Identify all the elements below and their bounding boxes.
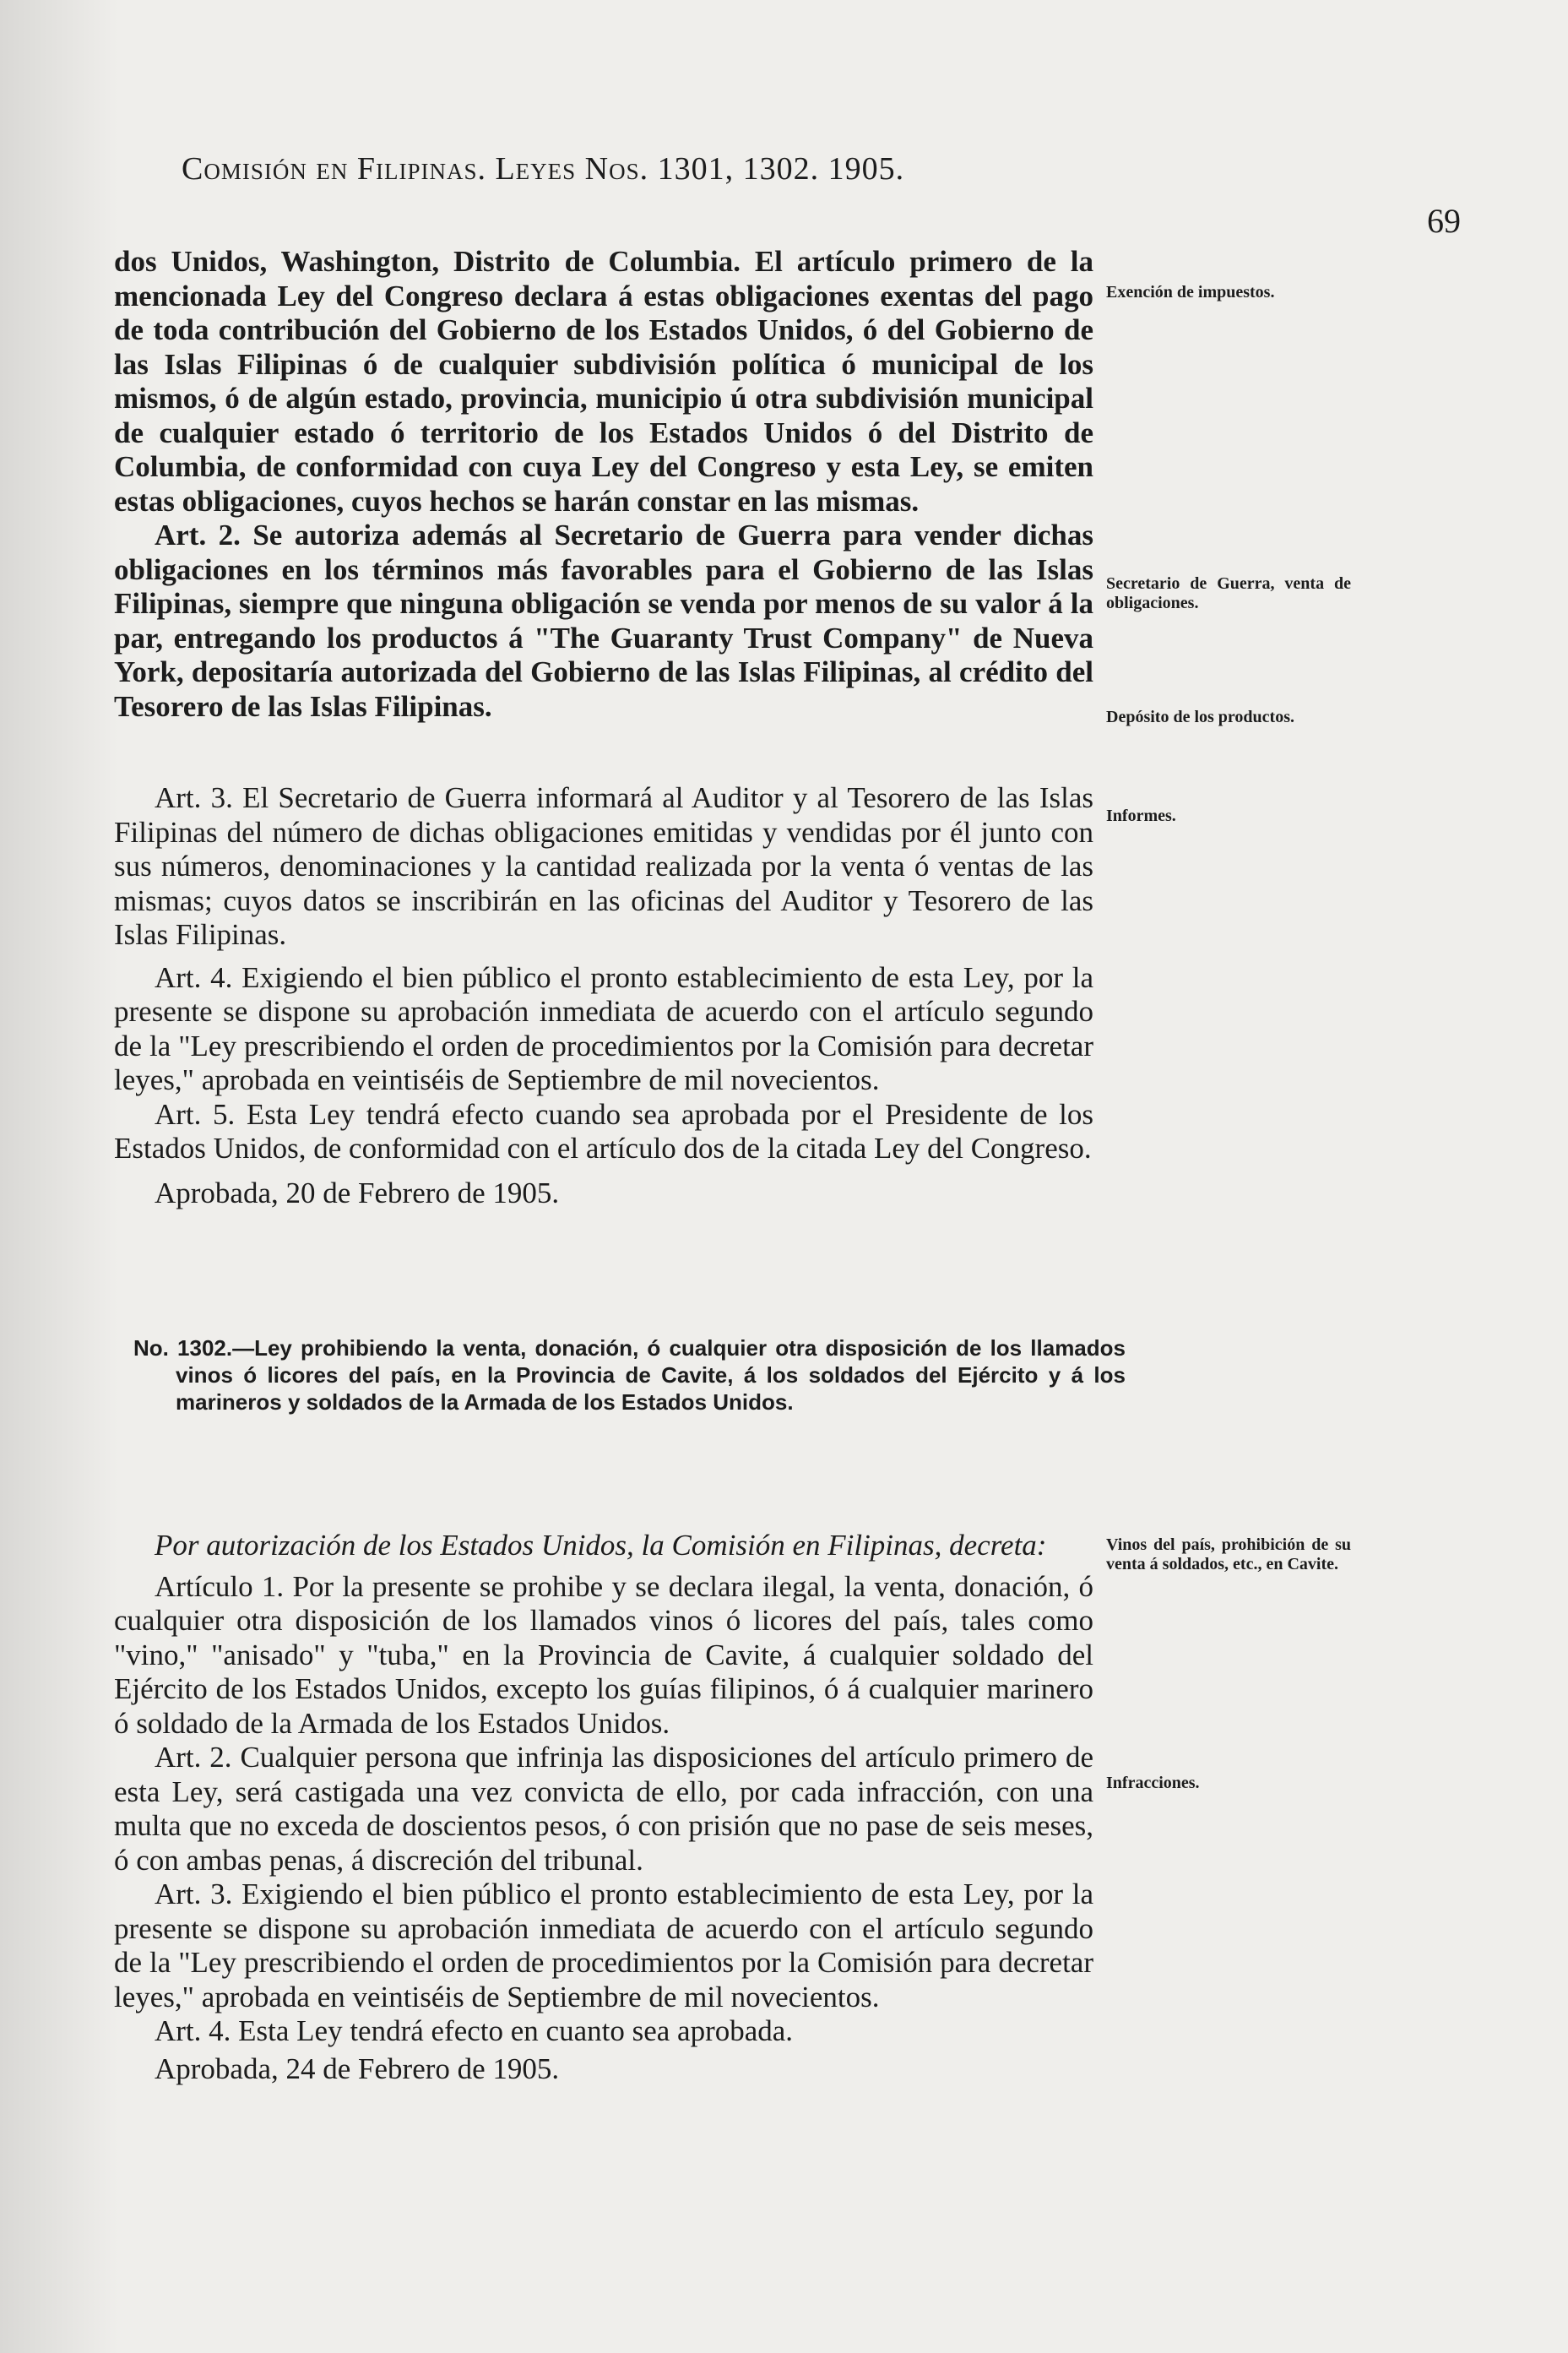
margin-note-deposito: Depósito de los productos. bbox=[1106, 708, 1294, 726]
law-1302-article-1: Artículo 1. Por la presente se prohibe y se declara ilegal, la venta, donación, ó cualquier otra disposición de los llamados vinos ó licores del país, tales como "vino," "anisado" y "tuba," en la Provincia de Cavite, á cualquier soldado del Ejército de los Estados Unidos, excepto los guías filipinos, ó á cualquier marinero ó soldado de la Armada de los Estados Unidos. bbox=[114, 1569, 1093, 1740]
law-1302-heading: No. 1302.—Ley prohibiendo la venta, donación, ó cualquier otra disposición de los llamados vinos ó licores del país, en la Provincia de Cavite, á los soldados del Ejército y á los marineros y soldados de la Armada de los Estados Unidos. bbox=[133, 1335, 1126, 1415]
law-1302-article-4: Art. 4. Esta Ley tendrá efecto en cuanto sea aprobada. bbox=[155, 2014, 794, 2047]
law-1301-text-continued bbox=[114, 781, 1093, 1210]
approval-date-1302: Aprobada, 24 de Febrero de 1905. bbox=[155, 2051, 560, 2085]
scan-edge-shadow bbox=[0, 0, 118, 2353]
margin-note-infracciones: Infracciones. bbox=[1106, 1774, 1200, 1792]
margin-note-informes: Informes. bbox=[1106, 807, 1176, 825]
article-3: Art. 3. El Secretario de Guerra informará al Auditor y al Tesorero de las Islas Filipinas del número de dichas obligaciones emitidas y vendidas por él junto con sus números, denominaciones y la cantidad realizada por la venta ó ventas de las mismas; cuyos datos se inscribirán en las oficinas del Auditor y Tesorero de las Islas Filipinas. bbox=[114, 781, 1093, 951]
law-1302-article-2: Art. 2. Cualquier persona que infrinja las disposiciones del artículo primero de esta Ley, será castigada una vez convicta de ello, por cada infracción, con una multa que no exceda de doscientos pesos, ó con prisión que no pase de seis meses, ó con ambas penas, á discreción del tribunal. bbox=[114, 1741, 1093, 1877]
margin-note-secretario: Secretario de Guerra, venta de obligaciones. bbox=[1106, 574, 1351, 612]
margin-note-vinos: Vinos del país, prohibición de su venta á soldados, etc., en Cavite. bbox=[1106, 1535, 1351, 1573]
page-number: 69 bbox=[1427, 202, 1461, 240]
enacting-clause: Por autorización de los Estados Unidos, la Comisión en Filipinas, decreta: bbox=[155, 1529, 1047, 1562]
paragraph-continued: dos Unidos, Washington, Distrito de Columbia. El artículo primero de la mencionada Ley del Congreso declara á estas obligaciones exentas del pago de toda contribución del Gobierno de los Estados Unidos, ó del Gobierno de las Islas Filipinas ó de cualquier subdivisión política ó municipal de los mismos, ó de algún estado, provincia, municipio ú otra subdivisión municipal de cualquier estado ó territorio de los Estados Unidos ó del Distrito de Columbia, de conformidad con cuya Ley del Congreso y esta Ley, se emiten estas obligaciones, cuyos hechos se harán constar en las mismas. bbox=[114, 245, 1093, 518]
law-1301-text bbox=[114, 245, 1093, 724]
law-1302-text bbox=[114, 1529, 1093, 2086]
margin-note-exencion: Exención de impuestos. bbox=[1106, 283, 1275, 302]
article-2: Art. 2. Se autoriza además al Secretario de Guerra para vender dichas obligaciones en los términos más favorables para el Gobierno de las Islas Filipinas, siempre que ninguna obligación se venda por menos de su valor á la par, entregando los productos á "The Guaranty Trust Company" de Nueva York, depositaría autorizada del Gobierno de las Islas Filipinas, al crédito del Tesorero de las Islas Filipinas. bbox=[114, 519, 1093, 723]
article-4: Art. 4. Exigiendo el bien público el pronto establecimiento de esta Ley, por la presente se dispone su aprobación inmediata de acuerdo con el artículo segundo de la "Ley prescribiendo el orden de procedimientos por la Comisión para decretar leyes," aprobada en veintiséis de Septiembre de mil novecientos. bbox=[114, 960, 1093, 1096]
article-5: Art. 5. Esta Ley tendrá efecto cuando sea aprobada por el Presidente de los Estados Unidos, de conformidad con el artículo dos de la citada Ley del Congreso. bbox=[114, 1097, 1093, 1165]
running-head: Comisión en Filipinas. Leyes Nos. 1301, 1302. 1905. bbox=[182, 151, 905, 187]
approval-date-1301: Aprobada, 20 de Febrero de 1905. bbox=[155, 1176, 560, 1209]
law-1302-article-3: Art. 3. Exigiendo el bien público el pronto establecimiento de esta Ley, por la presente se dispone su aprobación inmediata de acuerdo con el artículo segundo de la "Ley prescribiendo el orden de procedimientos por la Comisión para decretar leyes," aprobada en veintiséis de Septiembre de mil novecientos. bbox=[114, 1878, 1093, 2013]
